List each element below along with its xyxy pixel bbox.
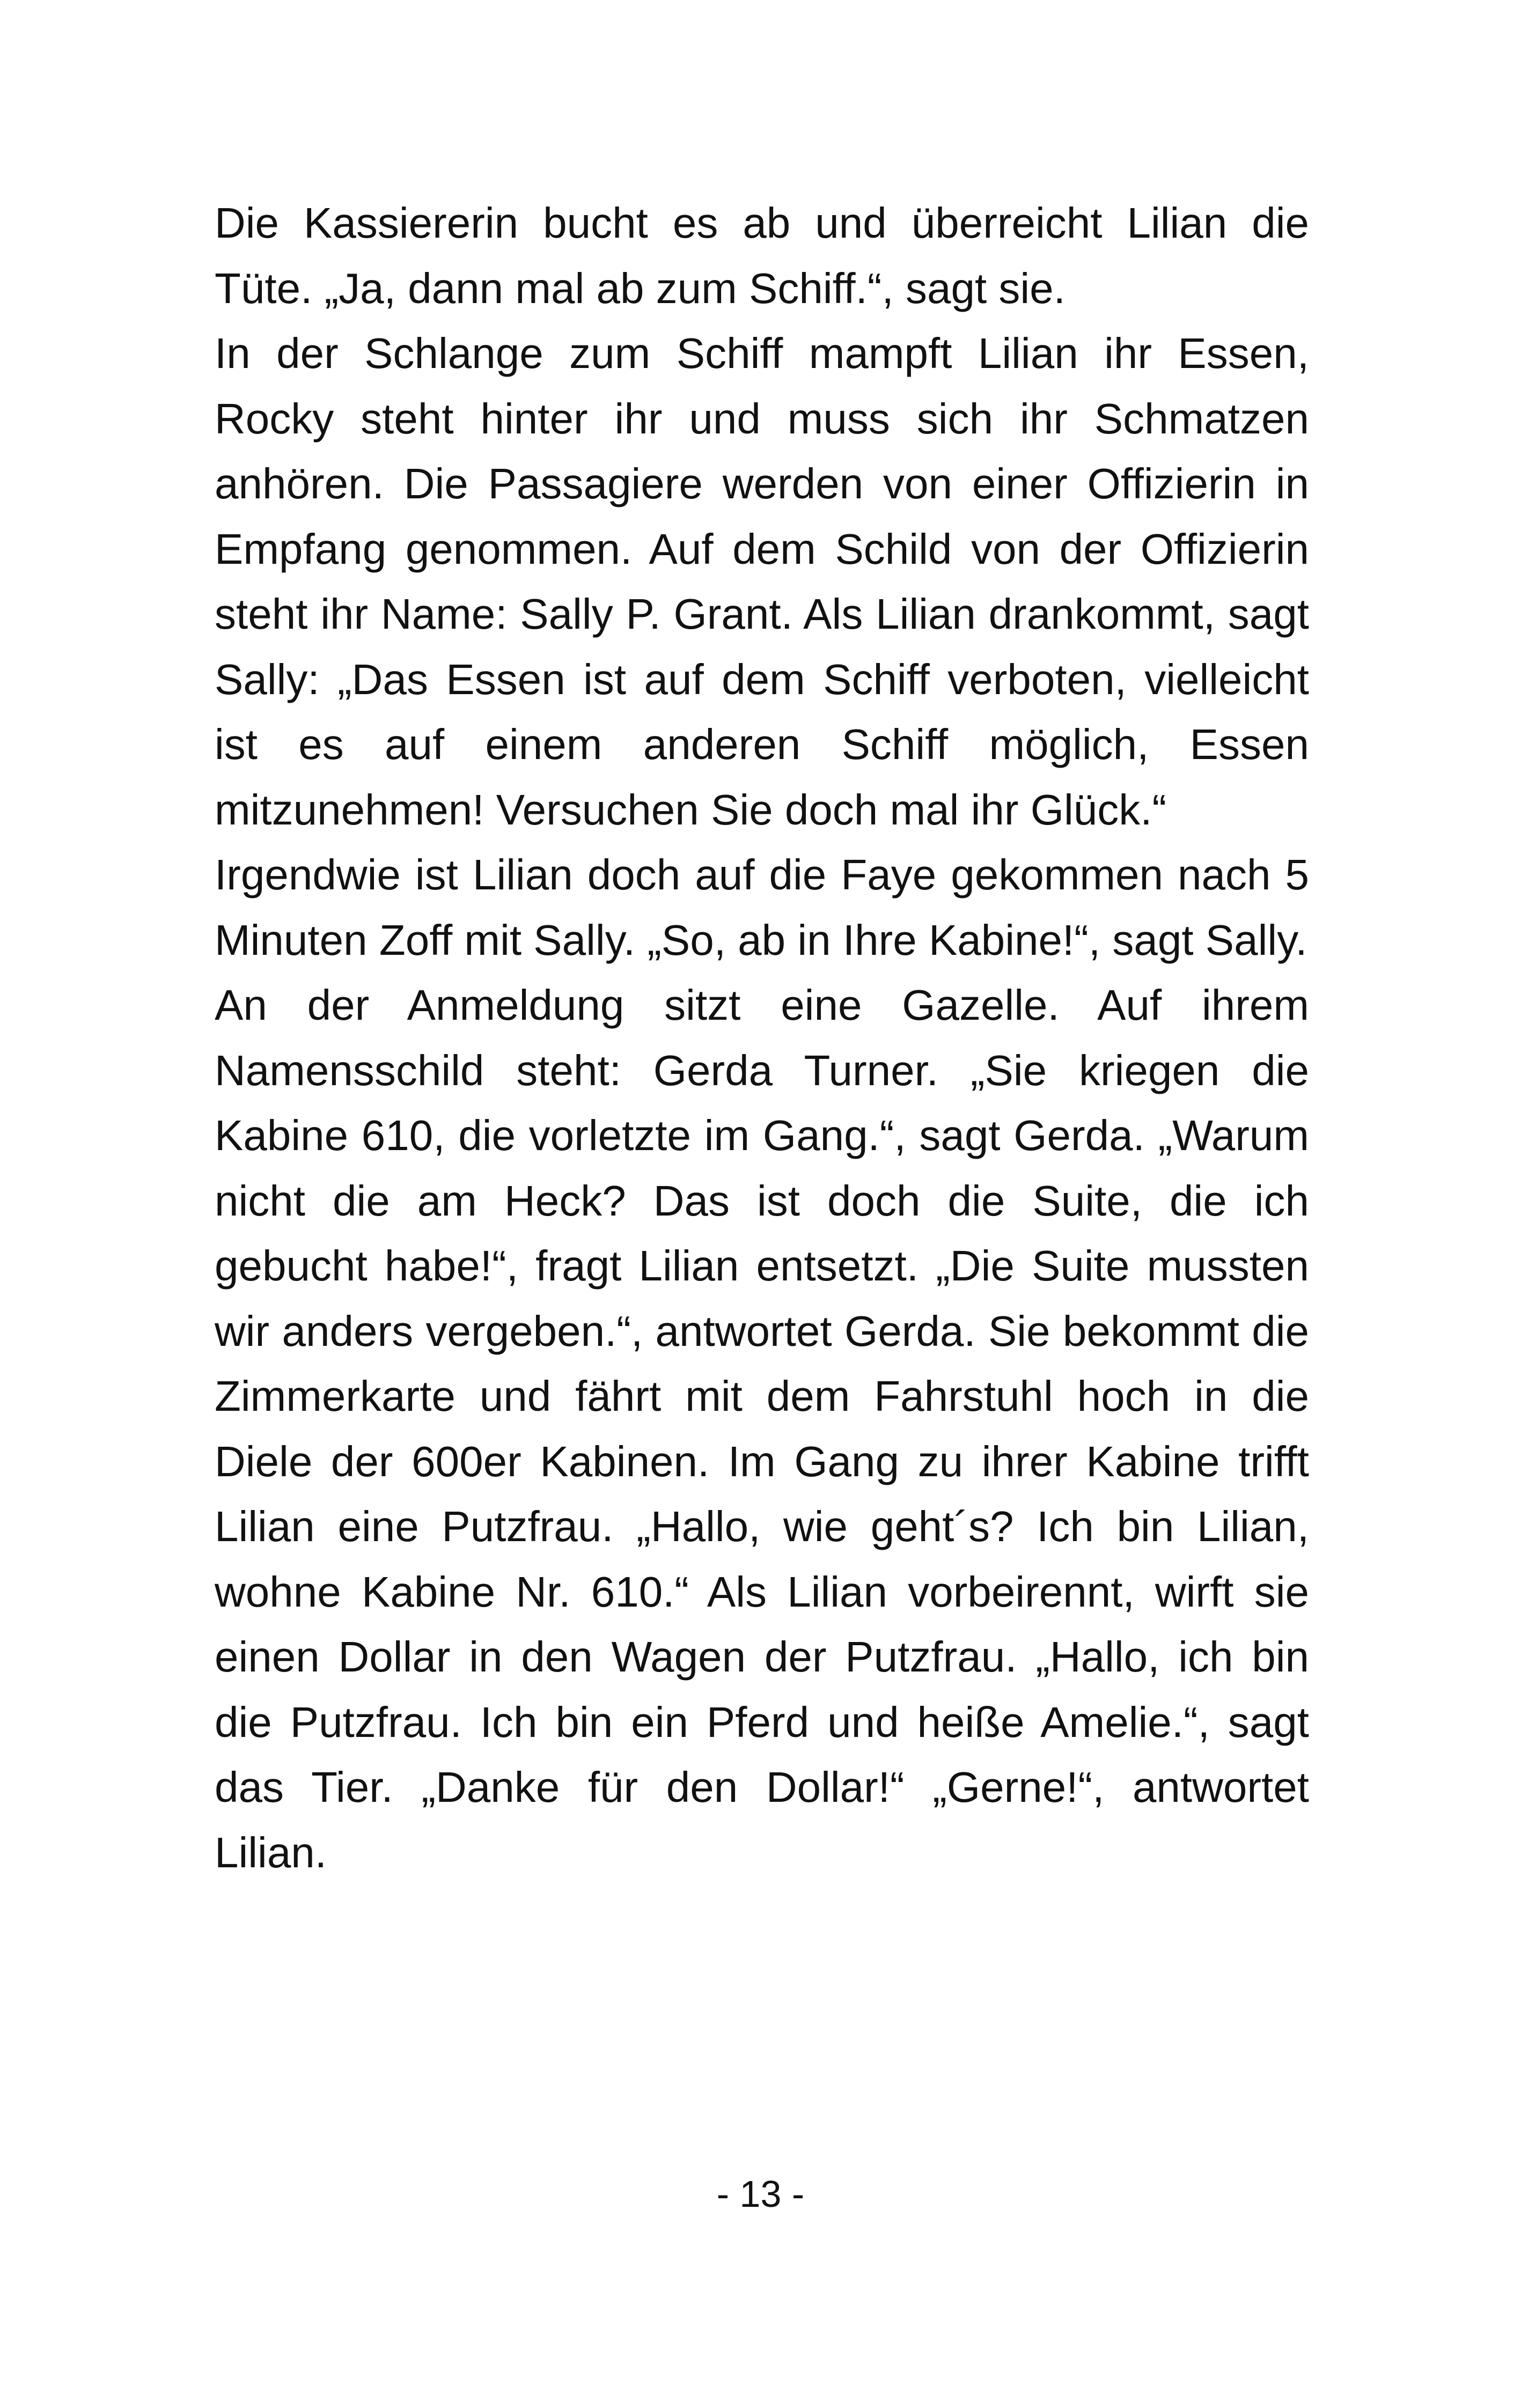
paragraph: Die Kassiererin bucht es ab und überreicht Lilian die Tüte. „Ja, dann mal ab zum Schiff.“, sagt sie. [215,199,1309,312]
page-number: - 13 - [716,2173,805,2215]
paragraph: Irgendwie ist Lilian doch auf die Faye gekommen nach 5 Minuten Zoff mit Sally. „So, ab in Ihre Kabine!“, sagt Sally. [215,851,1309,964]
paragraph: An der Anmeldung sitzt eine Gazelle. Auf ihrem Namensschild steht: Gerda Turner. „Sie kriegen die Kabine 610, die vorletzte im Gang.“, sagt Gerda. „Warum nicht die am Heck? Das ist doch die Suite, die ich gebucht habe!“, fragt Lilian entsetzt. „Die Suite mussten wir anders vergeben.“, antwortet Gerda. Sie bekommt die Zimmerkarte und fährt mit dem Fahrstuhl hoch in die Diele der 600er Kabinen. Im Gang zu ihrer Kabine trifft Lilian eine Putzfrau. „Hallo, wie geht´s? Ich bin Lilian, wohne Kabine Nr. 610.“ Als Lilian vorbeirennt, wirft sie einen Dollar in den Wagen der Putzfrau. „Hallo, ich bin die Putzfrau. Ich bin ein Pferd und heiße Amelie.“, sagt das Tier. „Danke für den Dollar!“ „Gerne!“, antwortet Lilian. [215,981,1309,1876]
paragraph: In der Schlange zum Schiff mampft Lilian ihr Essen, Rocky steht hinter ihr und muss sich ihr Schmatzen anhören. Die Passagiere werden von einer Offizierin in Empfang genommen. Auf dem Schild von der Offizierin steht ihr Name: Sally P. Grant. Als Lilian drankommt, sagt Sally: „Das Essen ist auf dem Schiff verboten, vielleicht ist es auf einem anderen Schiff möglich, Essen mitzunehmen! Versuchen Sie doch mal ihr Glück.“ [215,329,1309,834]
body-text [215,190,1309,1885]
